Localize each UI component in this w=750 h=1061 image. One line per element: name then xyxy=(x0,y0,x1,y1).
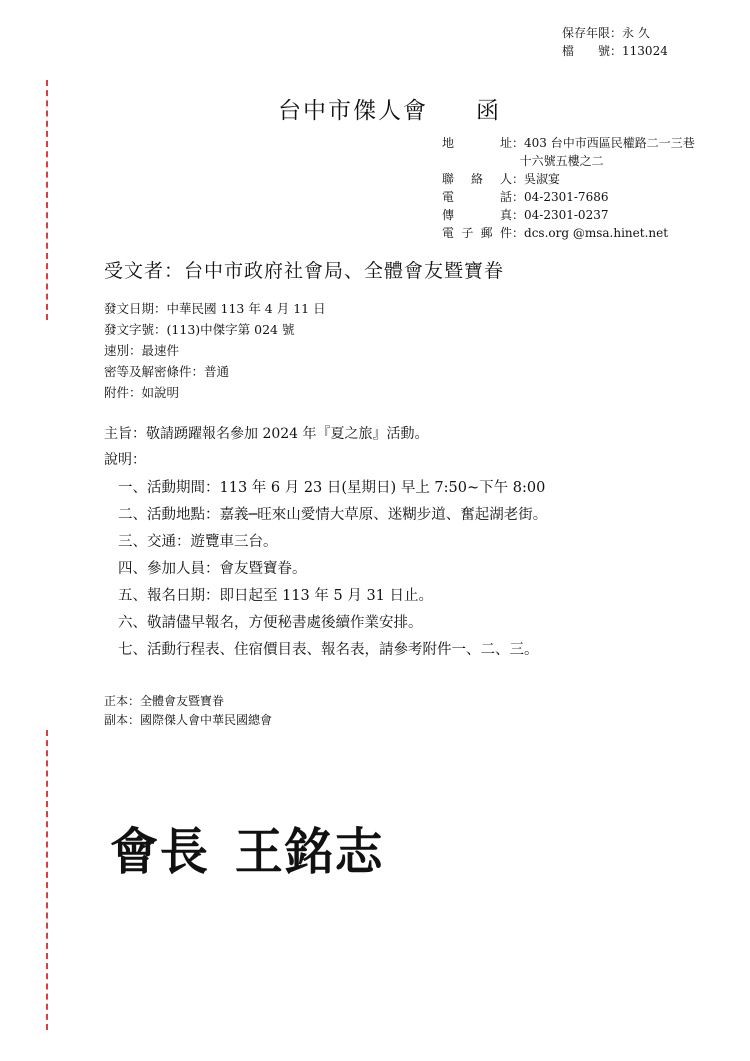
list-item: 五、報名日期：即日起至 113 年 5 月 31 日止。 xyxy=(118,588,434,604)
urgency: 速別：最速件 xyxy=(104,343,180,358)
subject: 主旨：敬請踴躍報名參加 2024 年『夏之旅』活動。 xyxy=(104,426,429,442)
contact-row: 地 址：403 台中市西區民權路二一三巷 xyxy=(442,136,695,150)
signature xyxy=(110,812,385,884)
list-item: 三、交通：遊覽車三台。 xyxy=(118,534,278,550)
page-title xyxy=(278,92,501,125)
binding-line-bottom xyxy=(46,730,48,1030)
attachment: 附件：如說明 xyxy=(104,385,180,400)
issue-date: 發文日期：中華民國 113 年 4 月 11 日 xyxy=(104,301,326,316)
retention-period: 保存年限：永 久 xyxy=(562,26,650,40)
recipient: 受文者：台中市政府社會局、全體會友暨寶眷 xyxy=(104,260,505,282)
signature-name: 王銘志 xyxy=(234,823,385,881)
list-item: 六、敬請儘早報名，方便秘書處後續作業安排。 xyxy=(118,615,423,631)
contact-row: 電子郵件：dcs.org @msa.hinet.net xyxy=(442,226,669,240)
contact-row: 聯 絡 人：吳淑宴 xyxy=(442,172,561,186)
copy-recipients: 副本：國際傑人會中華民國總會 xyxy=(104,713,273,727)
list-item: 一、活動期間：113 年 6 月 23 日(星期日) 早上 7:50~下午 8:00 xyxy=(118,480,546,496)
signature-title: 會長 xyxy=(110,823,210,881)
contact-row: 傳 真：04-2301-0237 xyxy=(442,208,609,222)
list-item: 四、參加人員：會友暨寶眷。 xyxy=(118,561,307,577)
contact-block xyxy=(442,134,695,242)
original-recipients: 正本：全體會友暨寶眷 xyxy=(104,694,225,708)
issue-number: 發文字號：(113)中傑字第 024 號 xyxy=(104,322,295,337)
contact-row: 十六號五樓之二 xyxy=(519,154,604,168)
contact-row: 電 話：04-2301-7686 xyxy=(442,190,609,204)
list-item: 二、活動地點：嘉義─旺來山愛情大草原、迷糊步道、奮起湖老街。 xyxy=(118,507,548,523)
file-number: 檔 號：113024 xyxy=(562,44,668,58)
distribution-block xyxy=(104,692,272,730)
explanation-label: 說明： xyxy=(104,452,146,468)
meta-block xyxy=(104,298,326,403)
doc-type: 函 xyxy=(476,98,501,124)
retention-block xyxy=(562,24,668,60)
classification: 密等及解密條件：普通 xyxy=(104,364,230,379)
org-name: 台中市傑人會 xyxy=(278,98,428,124)
binding-line-top xyxy=(46,80,48,320)
list-item: 七、活動行程表、住宿價目表、報名表，請參考附件一、二、三。 xyxy=(118,642,539,658)
